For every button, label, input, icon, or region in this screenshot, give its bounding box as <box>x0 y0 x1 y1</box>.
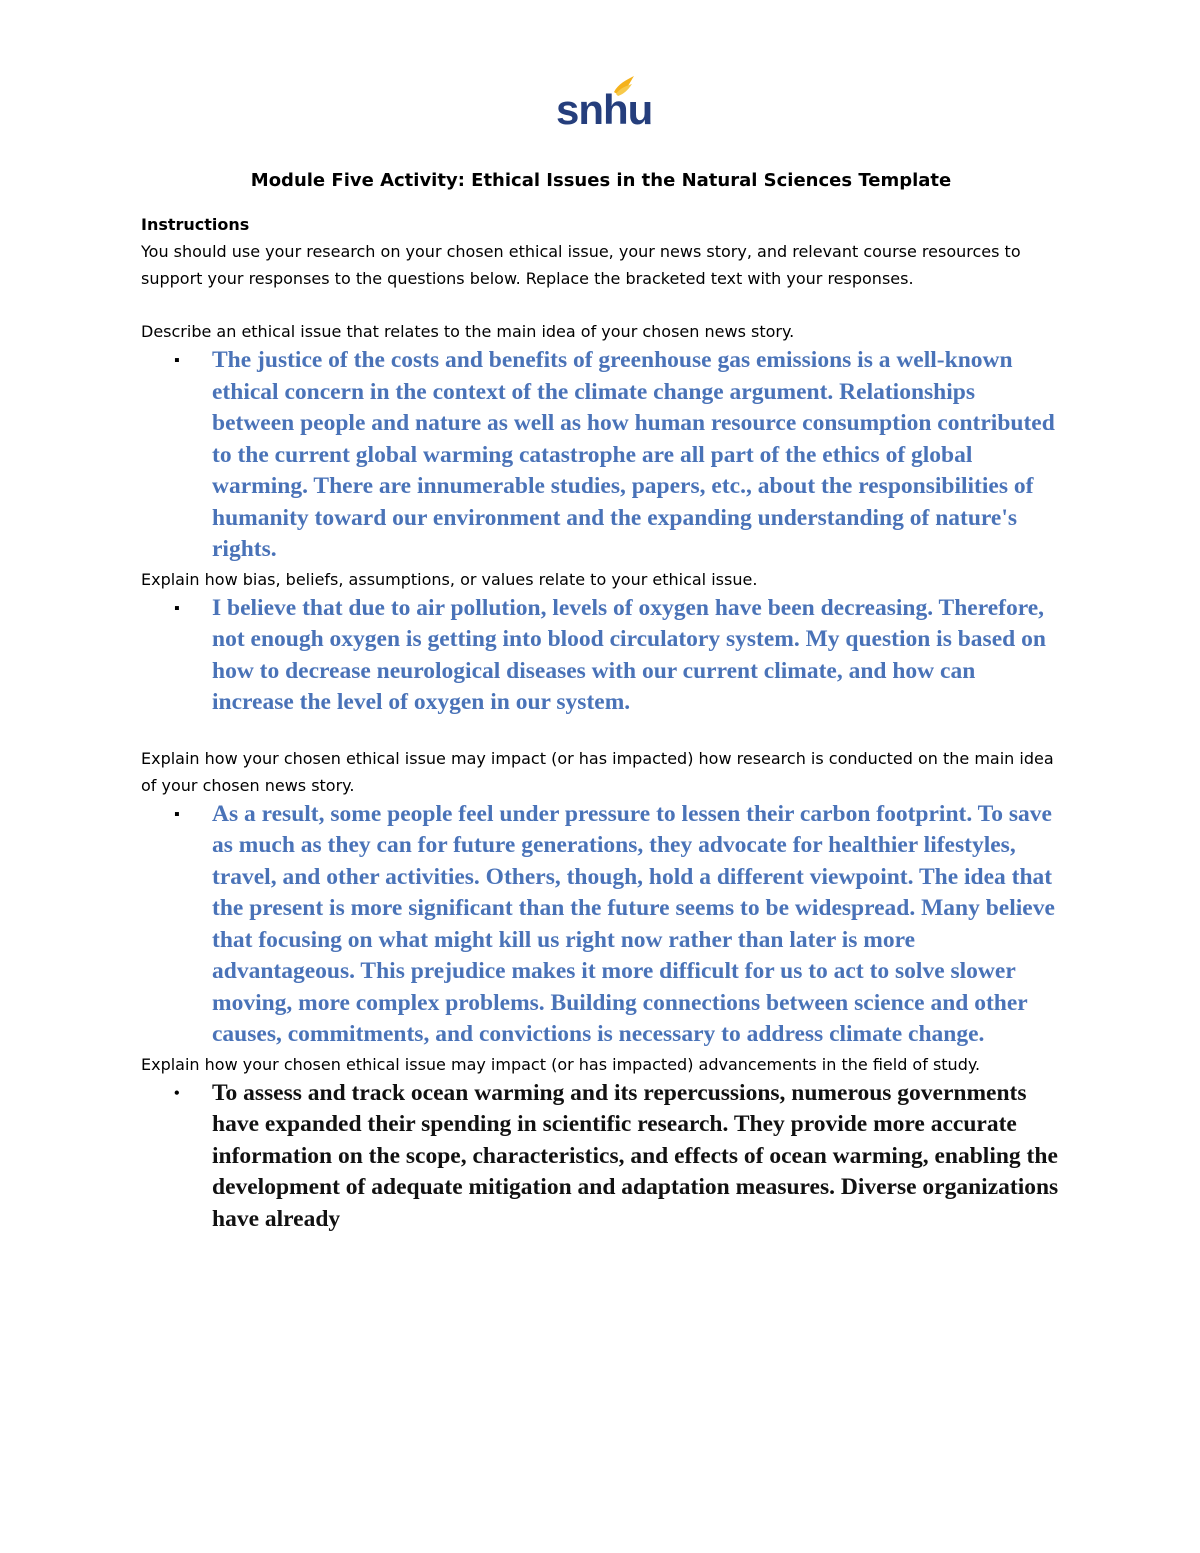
answer-item-2 <box>141 593 1061 719</box>
snhu-logo <box>556 74 653 134</box>
answer-list-3 <box>141 799 1061 1051</box>
instructions-heading: Instructions <box>141 215 250 234</box>
answer-list-2 <box>141 593 1061 719</box>
bullet-icon: • <box>174 1084 180 1102</box>
bullet-icon: ▪ <box>174 805 180 823</box>
question-prompt-1: Describe an ethical issue that relates to the main idea of your chosen news story. <box>141 322 795 341</box>
bullet-icon: ▪ <box>174 599 180 617</box>
answer-text-2: I believe that due to air pollution, levels of oxygen have been decreasing. Therefore, not enough oxygen is getting into blood circulatory system. My question is based on how to decrease neurological diseases with our current climate, and how can increase the level of oxygen in our system. <box>212 594 1046 715</box>
bullet-icon: ▪ <box>174 352 180 369</box>
answer-list-4 <box>141 1078 1061 1236</box>
answer-text-3: As a result, some people feel under pressure to lessen their carbon footprint. To save as much as they can for future generations, they advocate for healthier lifestyles, travel, and other activities. Others, though, hold a different viewpoint. The idea that the present is more significant than the future seems to be widespread. Many believe that focusing on what might kill us right now rather than later is more advantageous. This prejudice makes it more difficult for us to act to solve slower moving, more complex problems. Building connections between science and other causes, commitments, and convictions is necessary to address climate change. <box>212 800 1055 1047</box>
answer-text-1: The justice of the costs and benefits of greenhouse gas emissions is a well-known ethical concern in the context of the climate change argument. Relationships between people and nature as well as how human resource consumption contributed to the current global warming catastrophe are all part of the ethics of global warming. There are innumerable studies, papers, etc., about the responsibilities of humanity toward our environment and the expanding understanding of nature's rights. <box>212 347 1055 562</box>
logo-wordmark: snhu <box>556 86 653 133</box>
answer-text-4: To assess and track ocean warming and its repercussions, numerous governments have expanded their spending in scientific research. They provide more accurate information on the scope, characteristics, and effects of ocean warming, enabling the development of adequate mitigation and adaptation measures. Diverse organizations have already <box>212 1079 1059 1232</box>
answer-item-1 <box>141 345 1061 566</box>
instructions-text: You should use your research on your chosen ethical issue, your news story, and relevant course resources to support your responses to the questions below. Replace the bracketed text with your responses. <box>141 242 1021 288</box>
question-prompt-4: Explain how your chosen ethical issue may impact (or has impacted) advancements in the field of study. <box>141 1054 981 1074</box>
answer-item-3 <box>141 799 1061 1051</box>
question-prompt-2: Explain how bias, beliefs, assumptions, or values relate to your ethical issue. <box>141 569 758 589</box>
answer-list-1 <box>141 345 1061 566</box>
question-prompt-3: Explain how your chosen ethical issue may impact (or has impacted) how research is conducted on the main idea of your chosen news story. <box>141 748 1054 795</box>
document-body <box>141 166 1061 1235</box>
answer-item-4 <box>141 1078 1061 1236</box>
document-title: Module Five Activity: Ethical Issues in the Natural Sciences Template <box>250 170 952 191</box>
